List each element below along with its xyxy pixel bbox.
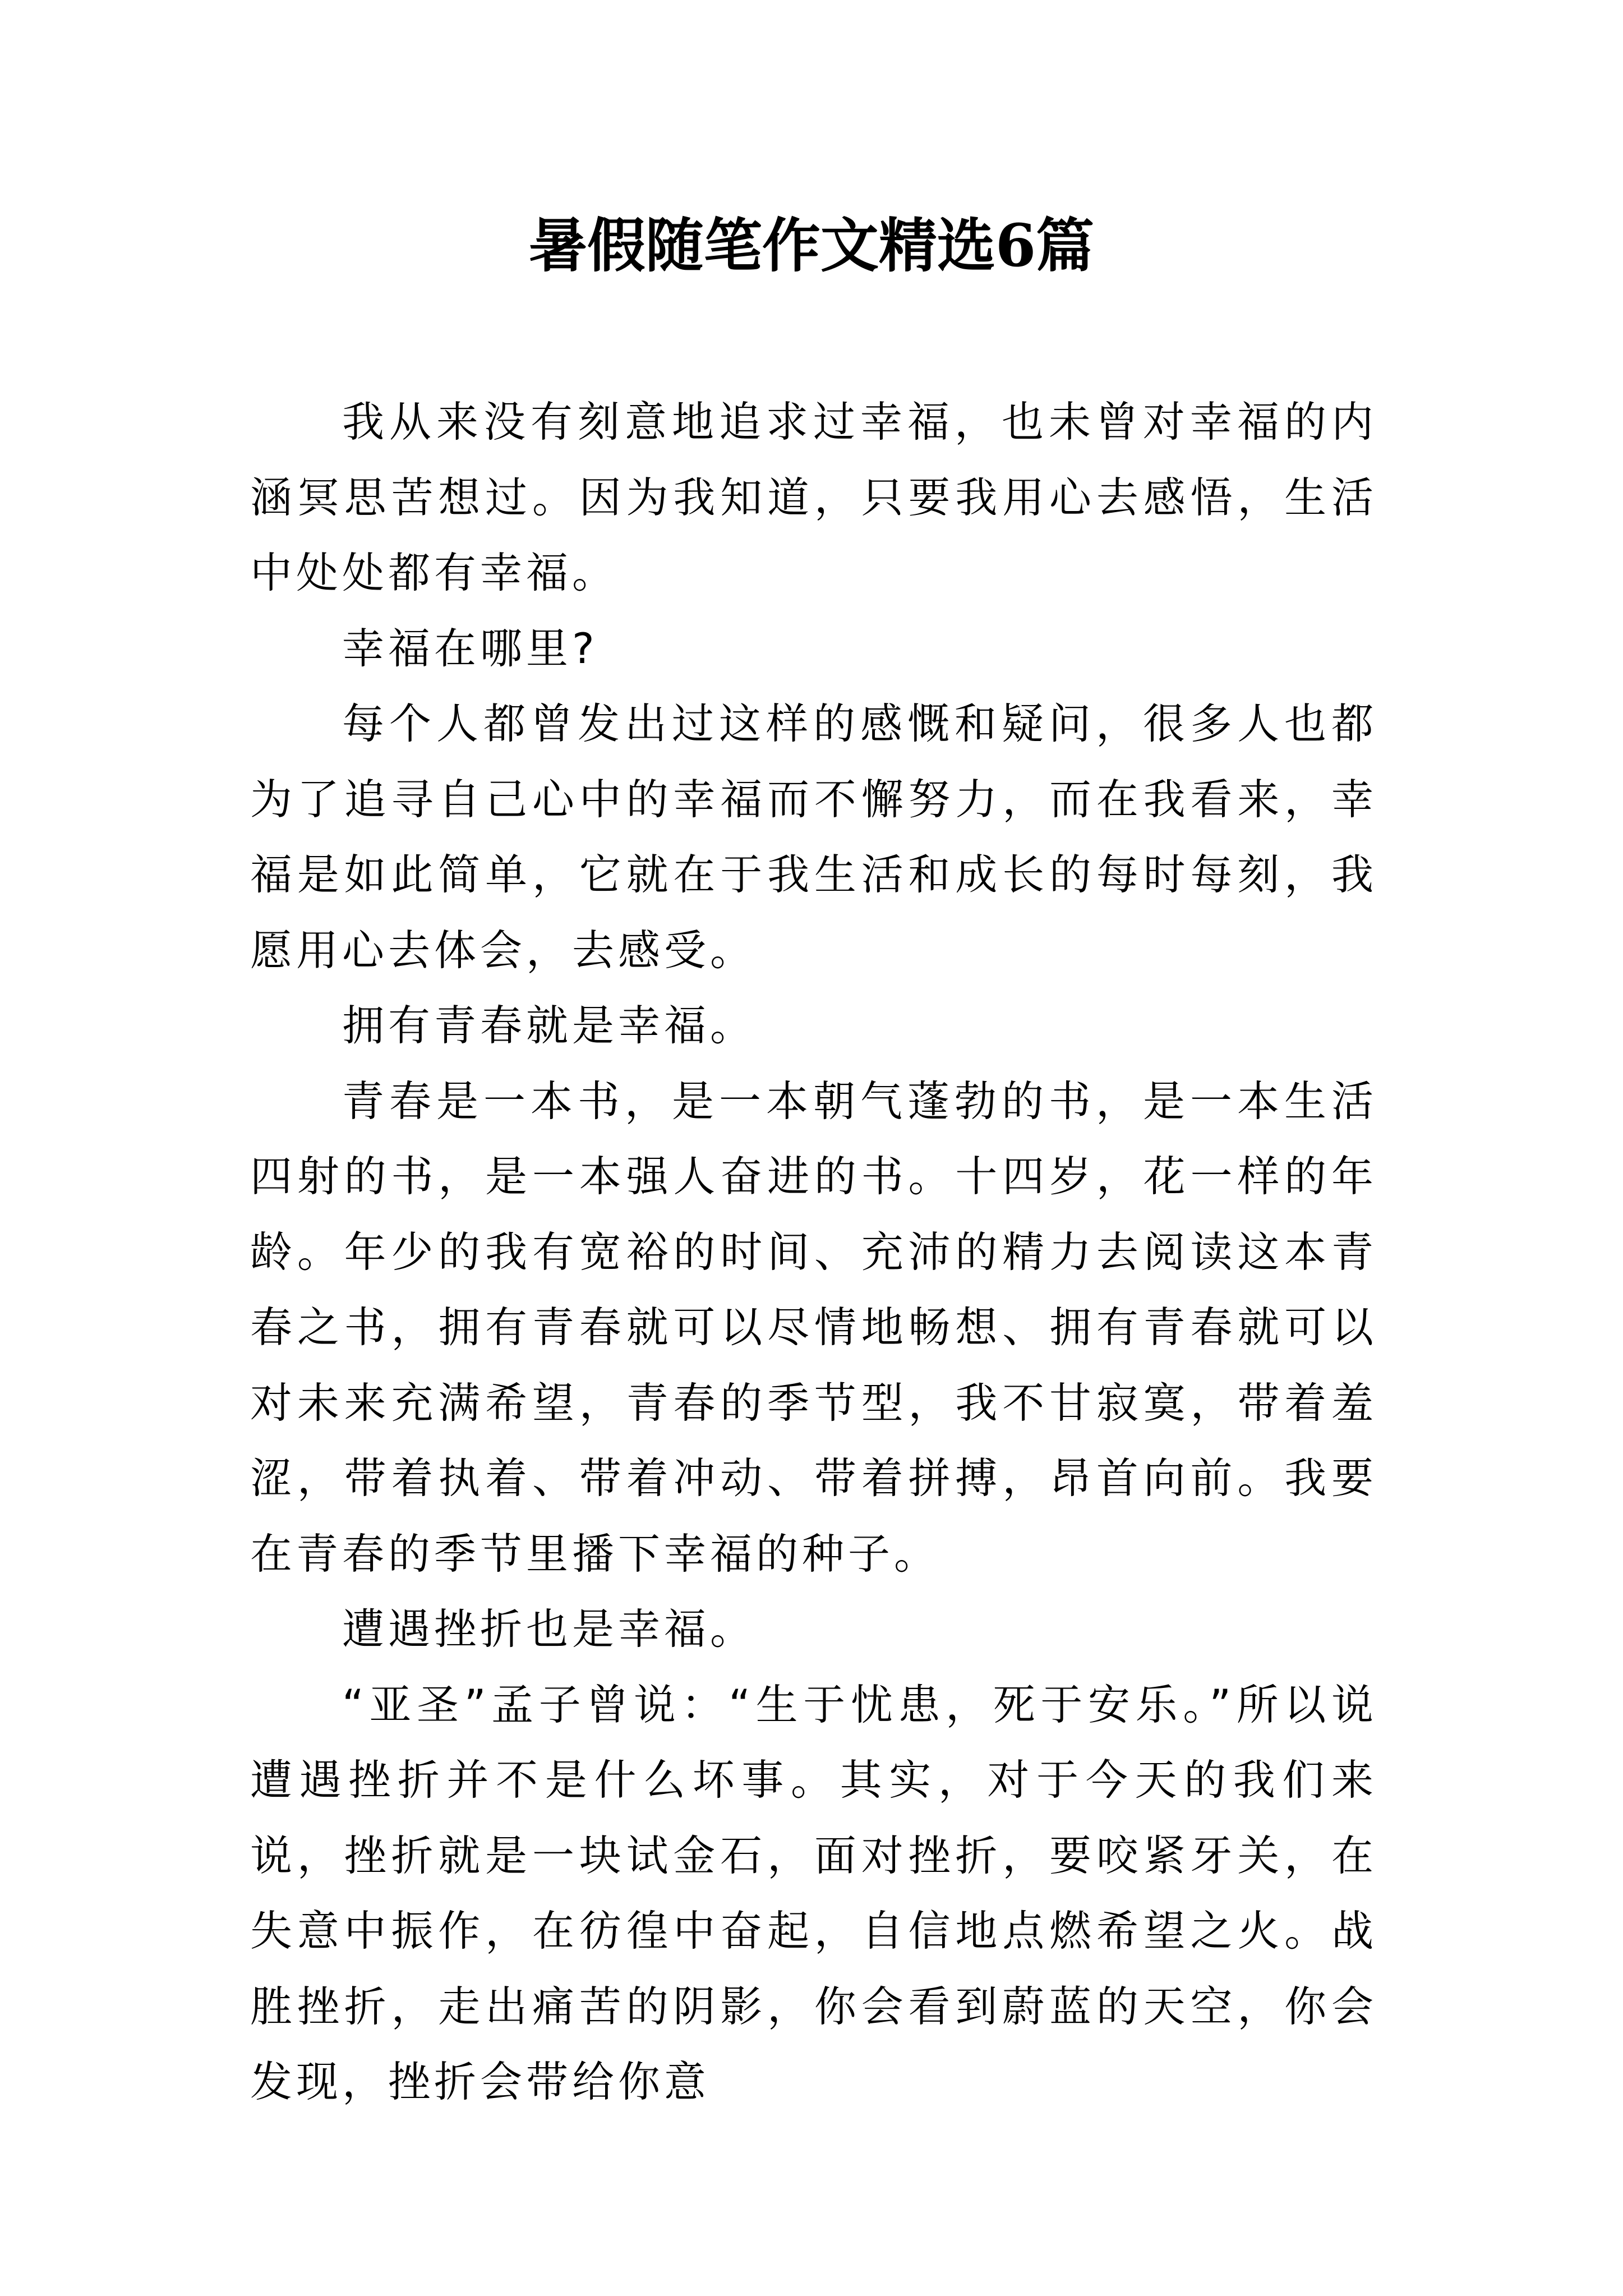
paragraph: 青春是一本书，是一本朝气蓬勃的书，是一本生活四射的书，是一本强人奋进的书。十四岁，花一样的年龄。年少的我有宽裕的时间、充沛的精力去阅读这本青春之书，拥有青春就可以尽情地畅想、拥有青春就可以对未来充满希望，青春的季节型，我不甘寂寞，带着羞涩，带着执着、带着冲动、带着拼搏，昂首向前。我要在青春的季节里播下幸福的种子。 — [250, 1076, 1377, 1579]
document-title: 暑假随笔作文精选6篇 — [528, 211, 1095, 280]
paragraph: 拥有青春就是幸福。 — [342, 1001, 757, 1050]
document-body — [250, 384, 1377, 2120]
paragraph: 遭遇挫折也是幸福。 — [342, 1604, 757, 1654]
paragraph: “亚圣”孟子曾说：“生于忧患，死于安乐。”所以说遭遇挫折并不是什么坏事。其实，对于今天的我们来说，挫折就是一块试金石，面对挫折，要咬紧牙关，在失意中振作，在彷徨中奋起，自信地点燃希望之火。战胜挫折，走出痛苦的阴影，你会看到蔚蓝的天空，你会发现，挫折会带给你意 — [250, 1680, 1377, 2106]
paragraph: 每个人都曾发出过这样的感慨和疑问，很多人也都为了追寻自己心中的幸福而不懈努力，而在我看来，幸福是如此简单，它就在于我生活和成长的每时每刻，我愿用心去体会，去感受。 — [250, 699, 1377, 975]
paragraph: 幸福在哪里? — [342, 623, 598, 673]
paragraph: 我从来没有刻意地追求过幸福，也未曾对幸福的内涵冥思苦想过。因为我知道，只要我用心去感悟，生活中处处都有幸福。 — [250, 397, 1377, 597]
